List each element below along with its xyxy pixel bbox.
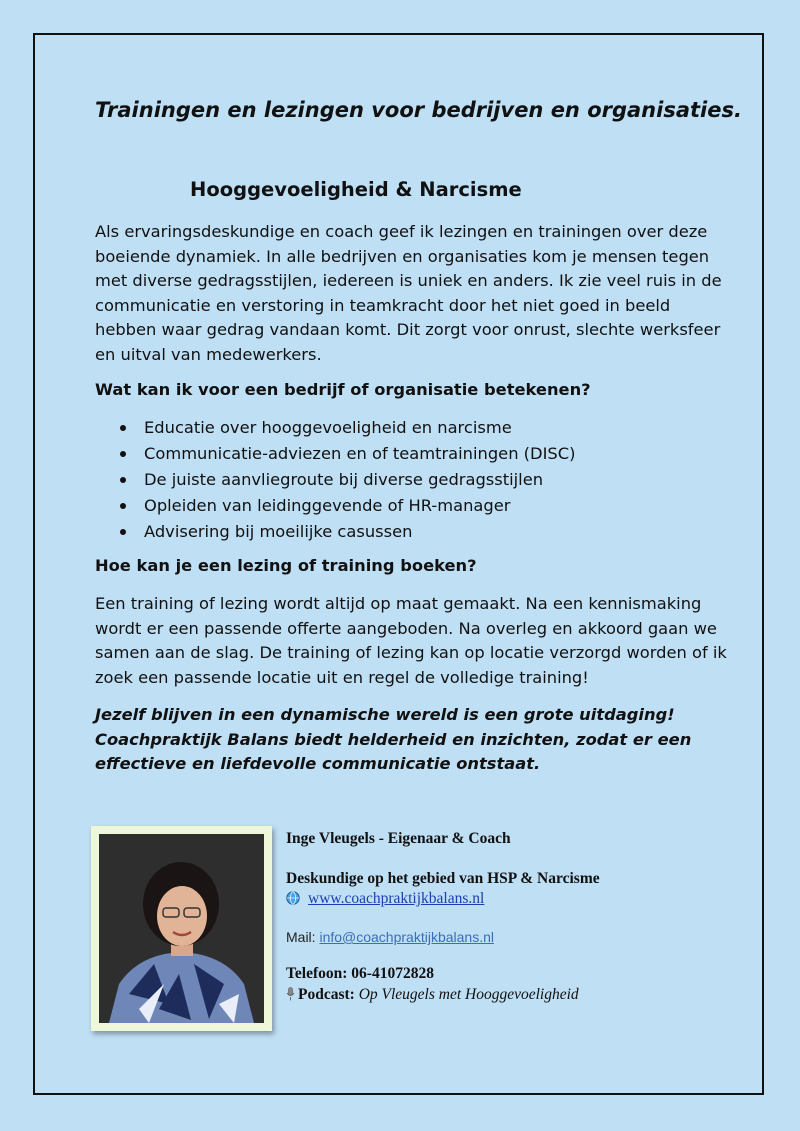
bullet-icon [120,451,126,457]
intro-paragraph [95,220,735,367]
podcast-title: Op Vleugels met Hooggevoeligheid [358,986,579,1003]
portrait-photo [99,834,264,1023]
expertise-line: Deskundige op het gebied van HSP & Narcisme [286,870,600,887]
booking-line: samen aan de slag. De training of lezing kan op locatie verzorgd worden of ik [95,643,727,662]
question-booking: Hoe kan je een lezing of training boeken? [95,556,477,575]
list-item [95,519,575,545]
booking-line: zoek een passende locatie uit en regel de volledige training! [95,667,589,687]
list-item [95,415,575,441]
email-row [286,929,494,945]
intro-line: hebben waar gedrag vandaan komt. Dit zorgt voor onrust, slechte werksfeer [95,320,721,339]
question-services: Wat kan ik voor een bedrijf of organisatie betekenen? [95,380,591,399]
list-item-text: Educatie over hooggevoeligheid en narcisme [144,418,512,437]
booking-line: wordt er een passende offerte aangeboden. Na overleg en akkoord gaan we [95,618,717,638]
bullet-icon [120,529,126,535]
closing-line: effectieve en liefdevolle communicatie ontstaat. [95,754,541,773]
list-item-text: Opleiden van leidinggevende of HR-manager [144,496,511,515]
email-label: Mail: [286,929,320,945]
portrait-photo-frame [91,826,272,1031]
podcast-row [286,986,579,1004]
globe-icon [286,891,300,905]
website-row [286,890,484,908]
intro-line: boeiende dynamiek. In alle bedrijven en organisaties kom je mensen tegen [95,246,710,266]
closing-line: Coachpraktijk Balans biedt helderheid en inzichten, zodat er een [95,729,692,749]
list-item [95,441,575,467]
list-item-text: Communicatie-adviezen en of teamtrainingen (DISC) [144,444,576,463]
closing-statement [95,703,735,777]
email-link[interactable]: info@coachpraktijkbalans.nl [319,929,494,945]
closing-line: Jezelf blijven in een dynamische wereld is een grote uitdaging! [95,705,675,724]
intro-line: met diverse gedragsstijlen, iedereen is uniek en anders. Ik zie veel ruis in de [95,271,722,290]
microphone-icon [286,987,295,1001]
portrait-illustration [99,834,264,1023]
intro-line: en uitval van medewerkers. [95,344,322,364]
list-item-text: De juiste aanvliegroute bij diverse gedragsstijlen [144,470,544,489]
owner-name: Inge Vleugels - Eigenaar & Coach [286,830,511,847]
page-headline: Trainingen en lezingen voor bedrijven en organisaties. [95,98,742,122]
list-item [95,467,575,493]
services-list [95,415,575,545]
booking-paragraph [95,592,735,690]
section-subtitle: Hooggevoeligheid & Narcisme [190,178,522,201]
bullet-icon [120,503,126,509]
bullet-icon [120,425,126,431]
booking-line: Een training of lezing wordt altijd op maat gemaakt. Na een kennismaking [95,594,702,613]
podcast-label: Podcast: [298,986,355,1003]
intro-line: communicatie en verstoring in teamkracht door het niet goed in beeld [95,295,671,315]
intro-line: Als ervaringsdeskundige en coach geef ik lezingen en trainingen over deze [95,222,708,241]
bullet-icon [120,477,126,483]
list-item [95,493,575,519]
list-item-text: Advisering bij moeilijke casussen [144,522,413,541]
phone-line: Telefoon: 06-41072828 [286,965,434,982]
website-link[interactable]: www.coachpraktijkbalans.nl [308,890,485,907]
